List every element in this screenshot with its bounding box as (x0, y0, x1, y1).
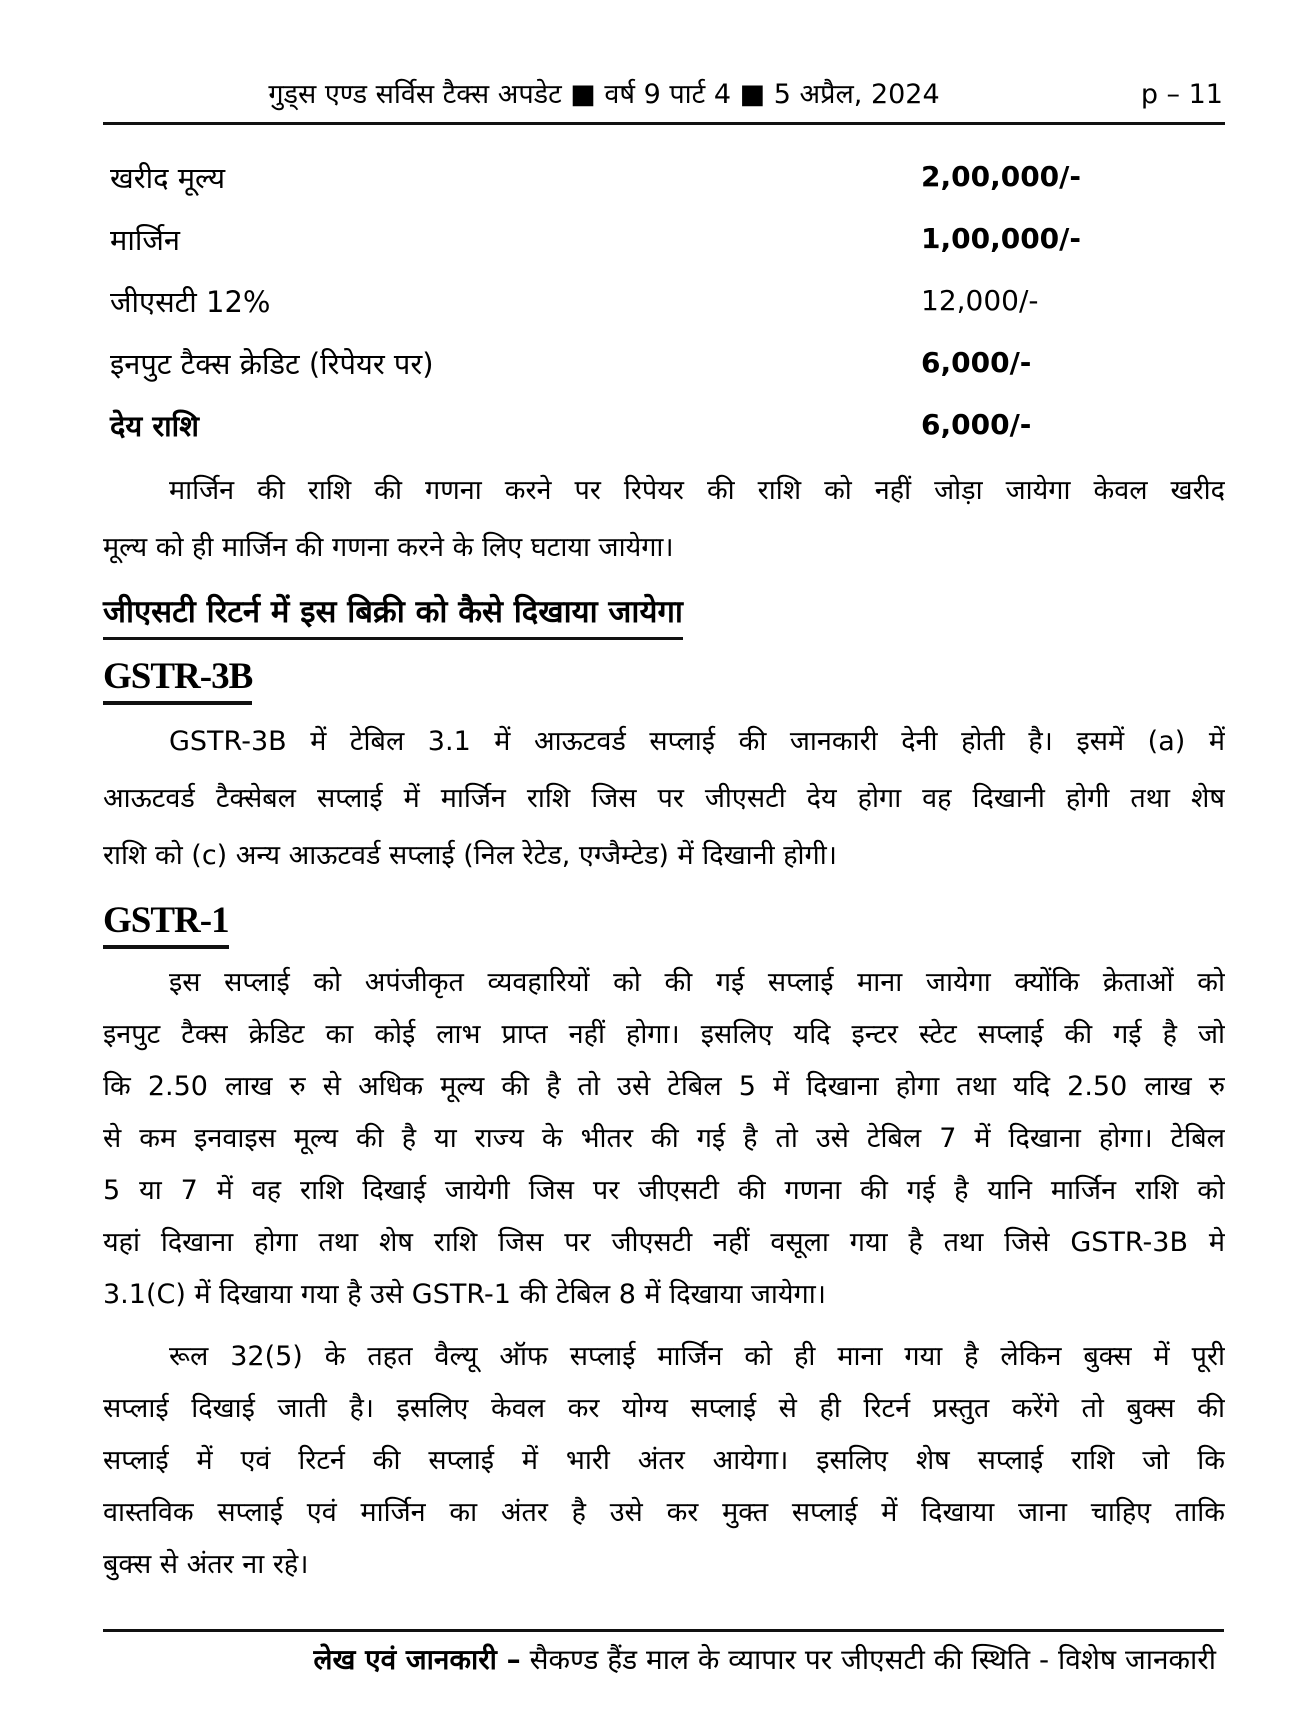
journal-title: गुड्स एण्ड सर्विस टैक्स अपडेट ■ वर्ष 9 पार्ट 4 ■ 5 अप्रैल, 2024 (268, 79, 940, 110)
paragraph-gstr-3b (103, 713, 1225, 884)
text-line: से कम इनवाइस मूल्य की है या राज्य के भीतर की गई है तो उसे टेबिल 7 में दिखाना होगा। टेबिल (103, 1123, 1225, 1154)
text-line: इनपुट टैक्स क्रेडिट का कोई लाभ प्राप्त नहीं होगा। इसलिए यदि इन्टर स्टेट सप्लाई की गई है जो (103, 1019, 1225, 1050)
table-row (103, 146, 1225, 208)
text-line: कि 2.50 लाख रु से अधिक मूल्य की है तो उसे टेबिल 5 में दिखाना होगा तथा यदि 2.50 लाख रु (103, 1071, 1225, 1102)
row-label-input-tax-credit: इनपुट टैक्स क्रेडिट (रिपेयर पर) (110, 347, 434, 381)
row-value-input-tax-credit: 6,000/- (921, 346, 1032, 379)
page-number: p – 11 (1140, 79, 1223, 110)
footer-article-title: सैकण्ड हैंड माल के व्यापार पर जीएसटी की स्थिति - विशेष जानकारी (529, 1643, 1216, 1676)
text-line: इस सप्लाई को अपंजीकृत व्यवहारियों को की गई सप्लाई माना जायेगा क्योंकि क्रेताओं को (169, 967, 1225, 998)
page-content (103, 76, 1225, 1591)
text-line: रूल 32(5) के तहत वैल्यू ऑफ सप्लाई मार्जिन को ही माना गया है लेकिन बुक्स में पूरी (169, 1341, 1225, 1372)
subheading-gstr-3b (103, 656, 1225, 705)
table-row (103, 208, 1225, 270)
table-row (103, 394, 1225, 456)
row-label-purchase-price: खरीद मूल्य (110, 161, 226, 195)
page-footer (103, 1629, 1224, 1678)
row-value-margin: 1,00,000/- (921, 222, 1082, 255)
section-heading-gst-return (103, 592, 1225, 640)
text-line: 3.1(C) में दिखाया गया है उसे GSTR-1 की टेबिल 8 में दिखाया जायेगा। (103, 1279, 826, 1310)
text-line: GSTR-3B में टेबिल 3.1 में आऊटवर्ड सप्लाई की जानकारी देनी होती है। इसमें (a) में (169, 726, 1225, 757)
subheading-gstr-1 (103, 900, 1225, 949)
paragraph-gstr-1 (103, 957, 1225, 1321)
subheading-gstr-3b-text: GSTR-3B (103, 656, 252, 705)
section-heading-text: जीएसटी रिटर्न में इस बिक्री को कैसे दिखाया जायेगा (103, 592, 683, 640)
text-line: यहां दिखाना होगा तथा शेष राशि जिस पर जीएसटी नहीं वसूला गया है तथा जिसे GSTR-3B मे (103, 1227, 1225, 1258)
subheading-gstr-1-text: GSTR-1 (103, 900, 229, 949)
page-header (103, 76, 1225, 125)
footer-label: लेख एवं जानकारी – (313, 1643, 521, 1676)
text-line: राशि को (c) अन्य आऊटवर्ड सप्लाई (निल रेटेड, एग्जैम्टेड) में दिखानी होगी। (103, 840, 837, 871)
footer-article-info (103, 1642, 1224, 1678)
row-value-payable-amount: 6,000/- (921, 408, 1032, 441)
paragraph-rule-32-5 (103, 1331, 1225, 1591)
table-row (103, 332, 1225, 394)
table-row (103, 270, 1225, 332)
row-label-margin: मार्जिन (110, 223, 180, 257)
text-line: सप्लाई में एवं रिटर्न की सप्लाई में भारी अंतर आयेगा। इसलिए शेष सप्लाई राशि जो कि (103, 1445, 1225, 1476)
paragraph-margin-note (103, 462, 1225, 576)
text-line: सप्लाई दिखाई जाती है। इसलिए केवल कर योग्य सप्लाई से ही रिटर्न प्रस्तुत करेंगे तो बुक्स की (103, 1393, 1225, 1424)
text-line: 5 या 7 में वह राशि दिखाई जायेगी जिस पर जीएसटी की गणना की गई है यानि मार्जिन राशि को (103, 1175, 1225, 1206)
row-label-payable-amount: देय राशि (110, 409, 199, 443)
row-label-gst-12: जीएसटी 12% (110, 285, 271, 319)
text-line: वास्तविक सप्लाई एवं मार्जिन का अंतर है उसे कर मुक्त सप्लाई में दिखाया जाना चाहिए ताकि (103, 1497, 1225, 1528)
row-value-purchase-price: 2,00,000/- (921, 160, 1082, 193)
text-line: बुक्स से अंतर ना रहे। (103, 1549, 309, 1580)
text-line: मूल्य को ही मार्जिन की गणना करने के लिए घटाया जायेगा। (103, 532, 674, 563)
row-value-gst-12: 12,000/- (921, 284, 1039, 317)
text-line: मार्जिन की राशि की गणना करने पर रिपेयर की राशि को नहीं जोड़ा जायेगा केवल खरीद (169, 475, 1225, 506)
text-line: आऊटवर्ड टैक्सेबल सप्लाई में मार्जिन राशि जिस पर जीएसटी देय होगा वह दिखानी होगी तथा शेष (103, 783, 1225, 814)
calculation-table (103, 146, 1225, 456)
